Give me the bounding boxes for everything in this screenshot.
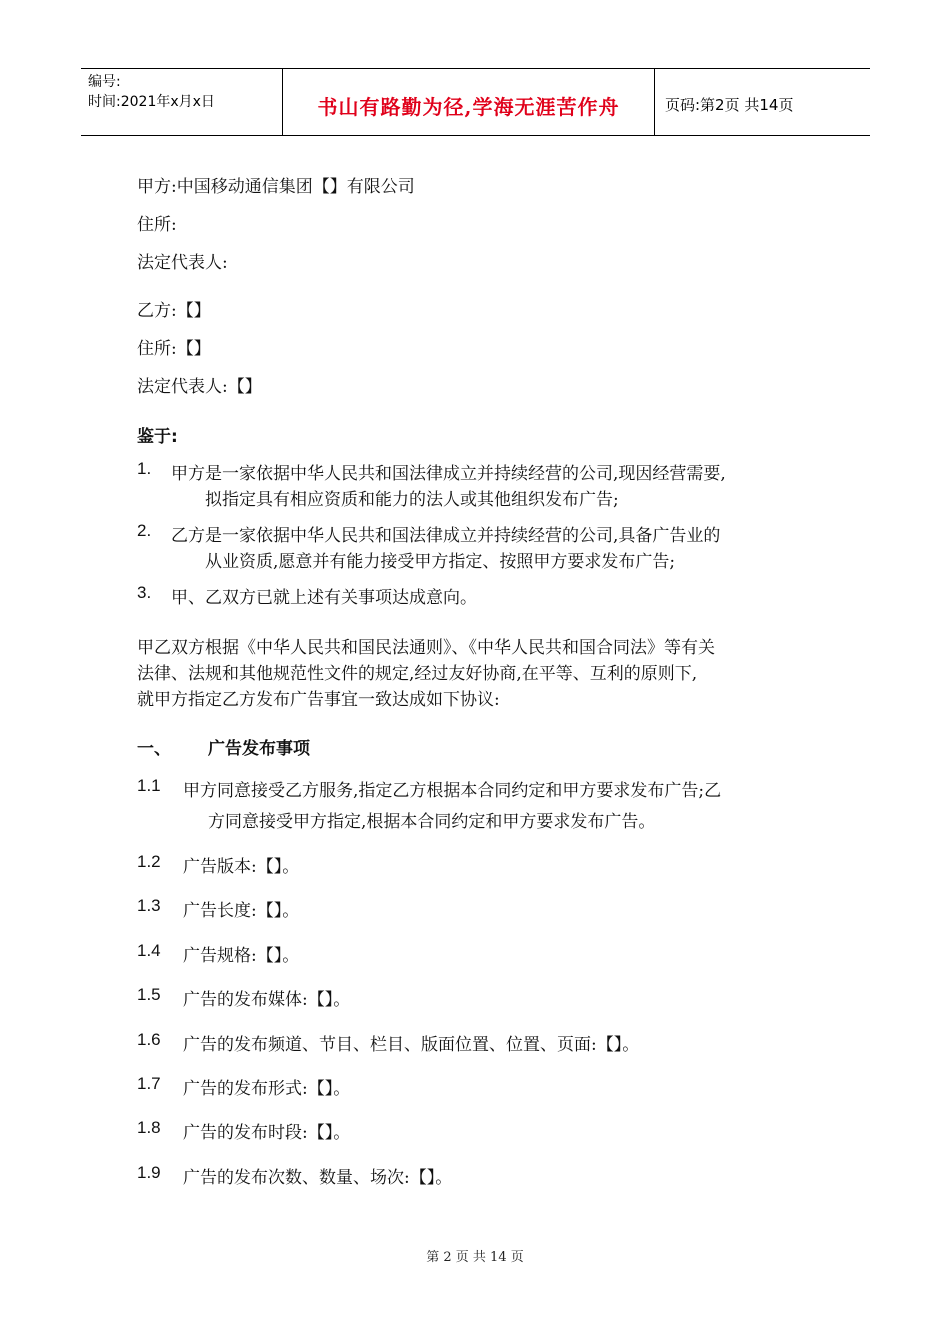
representative-b: 法定代表人:【】: [137, 377, 262, 397]
clause-num: 1.9: [137, 1163, 161, 1182]
time-label: 时间:2021年x月x日: [88, 94, 215, 110]
clause-text: 甲方同意接受乙方服务,指定乙方根据本合同约定和甲方要求发布广告;乙: [183, 781, 722, 801]
whereas-item-text: 甲方是一家依据中华人民共和国法律成立并持续经营的公司,现因经营需要,: [171, 464, 726, 484]
number-label: 编号:: [88, 74, 121, 90]
clause-num: 1.5: [137, 985, 161, 1004]
clause-num: 1.8: [137, 1118, 161, 1137]
representative-a: 法定代表人:: [137, 253, 228, 273]
preamble-line: 法律、法规和其他规范性文件的规定,经过友好协商,在平等、互利的原则下,: [137, 664, 698, 684]
whereas-item-text: 甲、乙双方已就上述有关事项达成意向。: [171, 588, 477, 608]
clause-num: 1.4: [137, 941, 161, 960]
clause-num: 1.1: [137, 776, 161, 795]
whereas-item-num: 3.: [137, 583, 152, 602]
header-meta: [81, 69, 283, 135]
party-b: 乙方:【】: [137, 301, 211, 321]
address-b: 住所:【】: [137, 339, 211, 359]
clause-text: 广告的发布频道、节目、栏目、版面位置、位置、页面:【】。: [183, 1035, 640, 1055]
preamble-line: 甲乙双方根据《中华人民共和国民法通则》、《中华人民共和国合同法》等有关: [137, 638, 715, 658]
preamble-line: 就甲方指定乙方发布广告事宜一致达成如下协议:: [137, 690, 500, 710]
header-motto: 书山有路勤为径,学海无涯苦作舟: [283, 69, 655, 135]
whereas-item-text: 拟指定具有相应资质和能力的法人或其他组织发布广告;: [205, 490, 619, 510]
clause-text: 广告的发布次数、数量、场次:【】。: [183, 1168, 453, 1188]
page-header: [81, 68, 870, 136]
section-title: 广告发布事项: [208, 739, 310, 759]
clause-text: 广告长度:【】。: [183, 901, 300, 921]
header-page-info: 页码:第2页 共14页: [665, 95, 794, 114]
page-footer: 第 2 页 共 14 页: [426, 1250, 524, 1265]
clause-text: 方同意接受甲方指定,根据本合同约定和甲方要求发布广告。: [208, 812, 656, 832]
clause-num: 1.6: [137, 1030, 161, 1049]
section-num: 一、: [137, 739, 171, 759]
clause-num: 1.3: [137, 896, 161, 915]
clause-text: 广告版本:【】。: [183, 857, 300, 877]
clause-text: 广告的发布时段:【】。: [183, 1123, 351, 1143]
whereas-item-num: 2.: [137, 521, 152, 540]
whereas-item-num: 1.: [137, 459, 152, 478]
party-a: 甲方:中国移动通信集团【】有限公司: [137, 177, 415, 197]
clause-num: 1.2: [137, 852, 161, 871]
whereas-title: 鉴于:: [137, 427, 178, 447]
address-a: 住所:: [137, 215, 177, 235]
clause-text: 广告的发布形式:【】。: [183, 1079, 351, 1099]
whereas-item-text: 从业资质,愿意并有能力接受甲方指定、按照甲方要求发布广告;: [205, 552, 676, 572]
clause-num: 1.7: [137, 1074, 161, 1093]
clause-text: 广告的发布媒体:【】。: [183, 990, 351, 1010]
whereas-item-text: 乙方是一家依据中华人民共和国法律成立并持续经营的公司,具备广告业的: [171, 526, 721, 546]
clause-text: 广告规格:【】。: [183, 946, 300, 966]
